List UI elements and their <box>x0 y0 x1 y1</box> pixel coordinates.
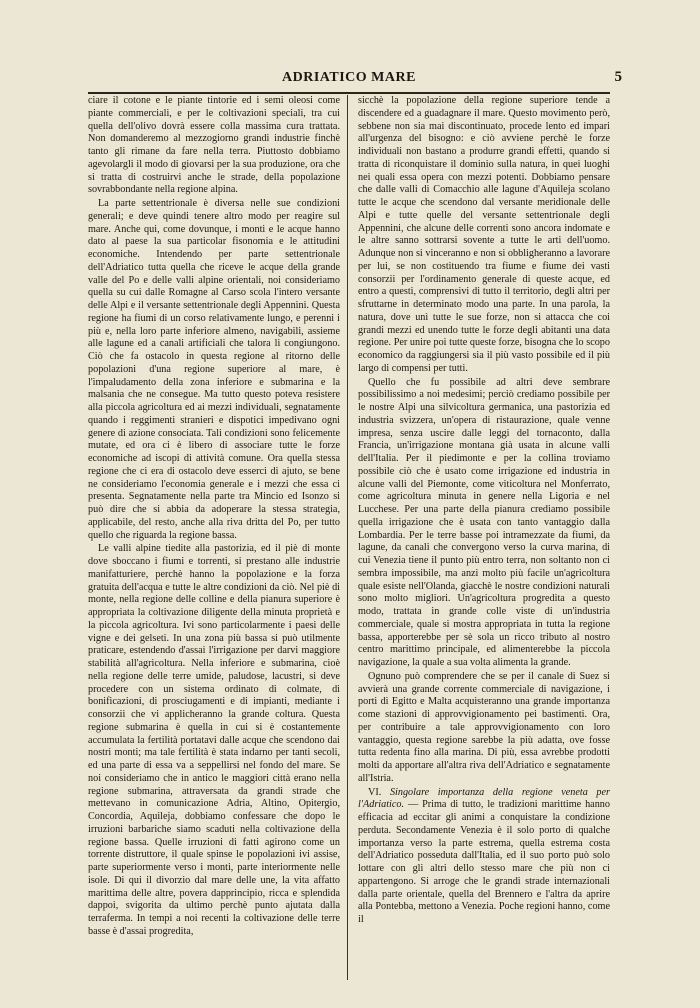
section-paragraph <box>358 787 610 927</box>
paragraph: Quello che fu possibile ad altri deve sembrare possibilissimo a noi medesimi; perciò crediamo possibile per le nostre Alpi una silvicoltura germanica, una pastorizia ed industria svizzera, un'opera di ristaurazione, quale venne impresa, senza uscire dalle leggi del tornaconto, dalla Francia, un'irrigazione montana già usata in alcune valli dell'Italia. Per il piedimonte e per la collina troviamo possibile ciò che è usato come irrigazione ed industria in alcune valli del Piemonte, come viticoltura nel Monferrato, come agricoltura minuta in genere nella Ligoria e nel Lucchese. Per una parte della pianura crediamo possibile quella irrigazione che è usata con tanto vantaggio dalla Lombardia. Per le terre basse poi intramezzate da fiumi, da lagune, da canali che convergono verso la curva marina, di cui Venezia tiene il punto più entro terra, non soltanto non ci sembra impossibile, ma anzi molto più facile un'agricoltura quale esiste nell'Olanda, giacchè le nostre condizioni naturali sono molto migliori. Un'agricoltura progredita a questo modo, trattata in grande colle viste di un'industria commerciale, quale si mostra appropriata in tutta la regione bassa, apporterebbe per sè sola un ricco tributo al nostro centro marittimo principale, ed alimenterebbe la piccola navigazione, la quale a sua volta alimenta la grande. <box>358 376 610 668</box>
section-title: Singolare importanza della regione veneta per l'Adriatico. <box>358 786 610 811</box>
page-header <box>88 69 622 92</box>
paragraph: La parte settentrionale è diversa nelle sue condizioni generali; e deve quindi tenere altro modo per reagire sul mare. Anche qui, come dovunque, i monti e le acque hanno dato al paese la sua particolar fisonomia e le attitudini economiche. Intendendo per parte settentrionale dell'Adriatico tutta quella che riceve le acque della grande valle del Po e delle valli alpine orientali, noi consideriamo quella su cui dalle Romagne al Carso scola l'intero versante delle Alpi e il versante settentrionale degli Appennini. Questa regione ha fiumi di un corso relativamente lungo, e perenni i più e, nella loro parte inferiore almeno, navigabili, assieme alle lagune ed a canali artificiali che talora li congiungono. Ciò che fa ostacolo in questa regione al ritorno delle popolazioni d'una regione superiore al mare, è l'impaludamento della zona inferiore e submarina e la malsania che ne consegue. Ma tutto questo poteva resistere alla piccola agricoltura ed ai mezzi individuali, segnatamente quando i reggimenti stranieri e dispotici impedivano ogni genere di azione consociata. Tali condizioni sono felicemente mutate, ed ora ci è libero di associare tutte le forze economiche ad iscopi di attività comune. Ora quella stessa regione che ci era di ostacolo deve esserci di ajuto, se bene ne consideriamo l'economia generale e i mezzi che essa ci presenta. Segnatamente nella parte tra Mincio ed Isonzo si può dire che si abbia da adoperare la stessa strategia, applicabile, del resto, anche alla riva dritta del Po, per tutto quello che riguarda la regione bassa. <box>88 198 340 541</box>
section-text: — Prima di tutto, le tradizioni marittime hanno efficacia ad eccitar gli animi a conquistare la condizione perduta. Secondamente Venezia è il solo porto di qualche importanza verso la parte estrema, quella estrema costa dell'Adriatico posseduta dall'Italia, ed il suo porto può solo lottare con gli altri dello stesso mare che più non ci appartengono. Si arroge che le grandi strade internazionali dalla parte orientale, quella del Brennero e l'altra da aprire alla Pontebba, mettono a Venezia. Poche regioni hanno, come il <box>358 799 610 925</box>
page-number: 5 <box>614 69 622 85</box>
left-column <box>88 95 340 985</box>
header-rule <box>88 92 610 94</box>
paragraph: Ognuno può comprendere che se per il canale di Suez si avvierà una grande corrente commerciale di navigazione, i porti di Egitto e Malta acquisteranno una grande importanza come stazioni di approvvigionamento pei bastimenti. Ora, per contribuire a tale approvvigionamento con loro vantaggio, questa regione sarebbe la più adatta, ove fosse tutta redenta fino alla marina. Di più, essa avrebbe prodotti molti da apportare all'altra riva dell'Adriatico e segnatamente all'Istria. <box>358 670 610 784</box>
running-title: ADRIATICO MARE <box>282 70 416 85</box>
paragraph: sicchè la popolazione della regione superiore tende a discendere ed a guadagnare il mare. Questo movimento però, sebbene non sia mai discontinuato, procede lento ed impari all'urgenza del bisogno: e ciò avviene perchè le forze individuali non bastano a produrre grandi effetti, quando si tratta di riconquistare il dominio sulla natura, in quei luoghi nei quali essa opera con mezzi potenti. Dobbiamo pensare che dalle valli di Comacchio alle lagune d'Aquileja scolano tutte le acque che scendono dal versante meridionale delle Alpi e tutte quelle del versante settentrionale degli Appennini, che alcune delle correnti sono ancora indomate e le altre sanno sottrarsi sovente a tutte le arti dell'uomo. Adunque non si vinceranno e non si obbligheranno a lavorare per lui, se non costituendo tra fiume e fiume dei vasti consorzii per l'ordinamento generale di queste acque, ed entro a questi, comprensivi di tutto il territorio, degli altri per sfruttarne in determinato modo una parte. In una parola, la natura, dove unì tutte le sue forze, non si attacca che coi grandi mezzi ed unendo tutte le forze degli abitanti una data regione. Per unire poi tutte queste forze, bisogna che lo scopo economico da raggiungersi sia il più vasto possibile ed il più largo di compensi per tutti. <box>358 95 610 374</box>
column-divider <box>347 95 348 980</box>
paragraph: Le valli alpine tiedite alla pastorizia, ed il piè di monte dove sboccano i fiumi e torrenti, si prestano alle industrie manifatturiere, perchè hanno la popolazione e la forza gratuita dell'acqua e tutte le altre condizioni da ciò. Nel piè di monte, nella regione delle colline e della pianura superiore è appropriata la coltivazione diligente della minuta proprietà e la piccola agricoltura. Ivi sono particolarmente i paesi delle vigne e dei gelseti. In una zona più bassa si può utilmente praticare, estendendo d'assai l'irrigazione per darvi maggiore stabilità all'agricoltura. Nella inferiore e submarina, cioè nella regione delle terre umide, paludose, lacustri, si deve procedere con un sistema ordinato di colmate, di bonificazioni, di prosciugamenti e di impianti, mediante i consorzii che vi applicheranno la grande coltura. Questa regione submarina è quella in cui si è costantemente accumulata la fertilità portatavi dalle acque che scendono dai nostri monti; ma tale fertilità è stata indarno per tanti secoli, ed una parte di essa va a seppellirsi nel fondo del mare. Se noi consideriamo che in antico le maggiori città erano nella regione submarina, attraversata da grandi strade che mettevano in comunicazione Adria, Altino, Opitergio, Concordia, Aquileja, dobbiamo confessare che dopo le irruzioni barbariche siamo scaduti nella coltivazione della regione bassa. Quelle irruzioni di fatti agirono come un torrente distruttore, il quale spinse le popolazioni ivi assise, parte superiormente verso i monti, parte interiormente nelle isole. Di qui il divorzio dal mare delle une, la vita affatto marittima delle altre, povera dapprincipio, ricca e splendida dappoi, svigorita da ultimo perchè punto ajutata dalla terraferma. In tempi a noi recenti la coltivazione delle terre basse è d'assai progredita, <box>88 543 340 937</box>
section-number: VI. <box>368 786 382 798</box>
paragraph: ciare il cotone e le piante tintorie ed i semi oleosi come piante commerciali, e per le coltivazioni speciali, tra cui quella dell'olivo dovrà essere colla massima cura trattata. Non domanderemo al mezzogiorno grandi industrie finchè tanto gli rimane da fare nella terra. Piuttosto dobbiamo agevolargli il modo di giovarsi per la sua produzione, ora che si tratta di costruirvi anche le strade, della popolazione sovrabbondante nella regione alpina. <box>88 95 340 196</box>
right-column <box>358 95 610 985</box>
